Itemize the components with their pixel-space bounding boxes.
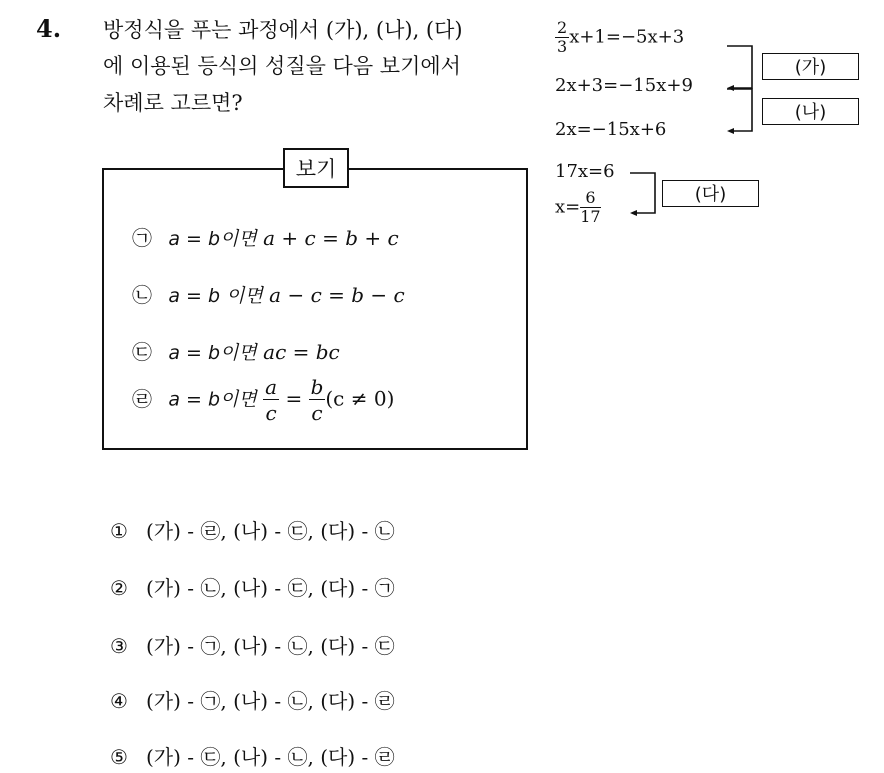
bogi-frac-a-den: c (265, 401, 277, 425)
option-2-number: ② (110, 576, 128, 600)
label-na: (나) (762, 98, 859, 125)
option-5-number: ⑤ (110, 745, 128, 769)
question-text-line-3: 차례로 고르면? (103, 91, 243, 115)
step5-frac-den: 17 (580, 207, 601, 226)
option-4-text: (가) - ㉠, (나) - ㉡, (다) - ㉣ (146, 689, 395, 713)
bogi-item-4 (132, 377, 394, 423)
step1-rest: x+1=−5x+3 (569, 26, 685, 48)
option-3[interactable] (110, 630, 395, 659)
question-text-line-2: 에 이용된 등식의 성질을 다음 보기에서 (103, 54, 461, 78)
bogi-item-1 (132, 222, 399, 251)
solution-step-3: 2x=−15x+6 (555, 119, 667, 140)
bogi-mark-3: ㉢ (132, 340, 152, 364)
option-3-text: (가) - ㉠, (나) - ㉡, (다) - ㉢ (146, 634, 395, 658)
bogi-title: 보기 (283, 148, 349, 188)
bogi-result-2: a − c = b − c (269, 283, 405, 307)
step1-frac-den: 3 (557, 37, 568, 56)
bogi-mark-2: ㉡ (132, 283, 152, 307)
option-1[interactable] (110, 515, 395, 544)
bogi-frac-a-num: a (265, 375, 278, 399)
solution-step-2: 2x+3=−15x+9 (555, 75, 693, 96)
bogi-cond-3: a = b이면 (168, 342, 257, 364)
bogi-equals-sign: = (285, 386, 303, 411)
option-1-text: (가) - ㉣, (나) - ㉢, (다) - ㉡ (146, 519, 395, 543)
bogi-item-3 (132, 336, 340, 365)
solution-step-4: 17x=6 (555, 161, 615, 182)
step5-lhs: x= (555, 196, 581, 218)
option-4-number: ④ (110, 689, 128, 713)
bogi-result-3: ac = bc (263, 340, 340, 364)
bogi-frac-a (263, 377, 279, 423)
label-ga: (가) (762, 53, 859, 80)
option-1-number: ① (110, 519, 128, 543)
bogi-cond-4: a = b이면 (168, 388, 257, 411)
bogi-cond-1: a = b이면 (168, 228, 257, 250)
bogi-result-1: a + c = b + c (263, 226, 399, 250)
step1-frac-num: 2 (557, 18, 568, 37)
option-2[interactable] (110, 572, 395, 601)
step5-frac-num: 6 (580, 190, 600, 208)
bogi-frac-b-den: c (311, 401, 323, 425)
option-5[interactable] (110, 741, 395, 770)
option-5-text: (가) - ㉢, (나) - ㉡, (다) - ㉣ (146, 745, 395, 769)
option-2-text: (가) - ㉡, (나) - ㉢, (다) - ㉠ (146, 576, 395, 600)
question-text-line-1: 방정식을 푸는 과정에서 (가), (나), (다) (103, 18, 463, 42)
bogi-frac-b (309, 377, 326, 423)
label-da: (다) (662, 180, 759, 207)
option-3-number: ③ (110, 634, 128, 658)
option-4[interactable] (110, 685, 395, 714)
question-number: 4. (36, 14, 62, 43)
bogi-condition-tail: (c ≠ 0) (325, 386, 395, 411)
bogi-frac-b-num: b (310, 375, 324, 399)
bogi-mark-4: ㉣ (132, 386, 152, 411)
bogi-cond-2: a = b 이면 (168, 285, 263, 307)
bogi-mark-1: ㉠ (132, 226, 152, 250)
bogi-item-2 (132, 279, 405, 308)
